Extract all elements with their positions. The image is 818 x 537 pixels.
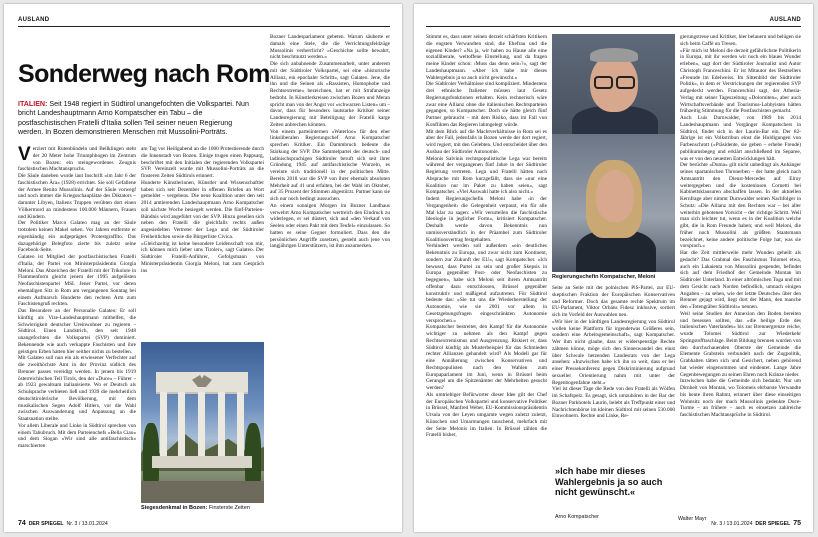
ground-shape: [141, 481, 264, 503]
paragraph: Der Politiker Marco Galateo mag an der Säule trotzdem keinen Makel sehen. Vor Jahren entfernte er eigenhändig ein aufgeprägtes Protestgraffito. Das dazugehörige Belegfoto zierte bis zuletzt seine Facebook-Seite.: [18, 220, 136, 254]
pull-quote: »Ich habe mir dieses Wahlergebnis ja so auch nicht gewünscht.«: [555, 466, 663, 497]
portrait-kompatscher: [552, 34, 675, 134]
paragraph: Galateo ist Mitglied der postfaschistischen Fratelli d'Italia, der Partei von Ministerpräsidentin Giorgia Meloni. Das Abzeichen der Fratelli mit der Trikolore in Flammenform gleicht jenem der 1995 aufgelösten Neofaschistenpartei MSI. Jener Partei, vor deren ehemaligen Sitz in Rom am vergangenen Sonntag bei einem Aufmarsch Hunderte den rechten Arm zum Faschistengruß reckten.: [18, 254, 136, 308]
photo-caption: [552, 274, 677, 281]
portrait-meloni: [552, 134, 675, 272]
top-rule: [18, 26, 390, 27]
paragraph: »Für mich ist Meloni die derzeit gefährlichste Politikerin in Europa, mit ihr werden wir noch ein blaues Wunder erleben«, sagt dort der Südtiroler Journalist und Autor Christoph Franceschini. Er ist Mitautor des Bestsellers »Freunde im Edelweiss. Im Sittenbild der Südtiroler Politik«, in dem er Verstrickungen der regierenden SVP aufgedeckt werden. Franceschini sagt, der Athesia-Verlag mit seiner Tageszeitung »Dolomiten«, aber auch Wirtschaftsverbände und Tourismus-Lobbyisten hätten frühzeitig Stimmung für die Postfaschisten gemacht.: [680, 47, 801, 115]
paragraph: Von einem parteiinternen »Waterloo« für den eher linksliberalen Regierungschef Arno Kompatscher sprechen Kritiker. Ein Dammbruch bedeute die Stärkung der SVP. Die Sammelpartei der deutsch- und ladinischsprachigen Südtiroler beruft sich seit ihrer Gründung 1945 auf antifaschistische Wurzeln, es vereinte sich traditionell in der politischen Mitte. Bereits 2018 war die SVP von ihrer ehemals absoluten Mehrheit auf 41 und erfalten, bei der Wahl im Oktober, auf 35 Prozent der Stimmen abgestürzt. Partner kann sie sich nur noch bedingt aussuchen.: [270, 128, 390, 202]
paragraph: An einem sonnigen Morgen im Bozner Landhaus verwehrt Arno Kompatscher wertreich den Eindruck zu widerlegen, er sei düstert, sich aud »den Verkauf von Seelen oder einen Pakt mit dem Teufel« einzulassen. So hatten es seine Gegner formuliert. Dass den die persönlichen Angriffe zusetzen, gesteht auch jene von langjährigen Unterstützern, ist ihm anzumerken.: [270, 202, 390, 250]
page-footer: [18, 520, 108, 527]
author-name: Walter Mayr: [678, 516, 707, 522]
paragraph: gierungstreue und Kritiker, hier belauern und belügen sie sich beim Caffè un Tresen.: [680, 34, 801, 47]
eagle-relief: [192, 375, 212, 387]
paragraph: »Gleichzeitig ist keine besondere Leidenschaft von mir, ich können mich lieber ums Tiroler«, sagt Galateo. Der Südtiroler Fratelli-Anführer, Gefolgsmann von Ministerpräsidentin Giorgia Meloni, hat zum Gespräch ins: [141, 240, 264, 274]
paragraph: Die Säule daneben wurde laut Inschrift »im Jahr 6 der faschistischen Ära« (1928) errichtet. Sie soll Gefallene der Armee Benito Mussolinis. Auf der Säule vorwegf und noch immer die Kriegsschauplätze des Diktators – darunter Libyen, Italiens Truppen verübten dort einen Völkermord an mindestens 100.000 Männern, Frauen und Kindern.: [18, 173, 136, 220]
paragraph: Auch Luis Durnwalder, von 1989 bis 2014 Landeshauptmann und Vorgänger Kompatschers in Südtirol, findet sich in der Laurin-Bar ein. Der 82-Jährige ist ein Volkstribun einst die Huldigungen von Farbenschrott (»Präsidente, sie geben – erhebe Freude) publikumsbegeg und erklärt anschließend im Separee, was er von den neuesten Entwicklungen hält.: [680, 115, 801, 162]
paragraph: Vor allem Liberale und Linke in Südtirol sprechen von einem Tabubruch. Mit dem Parteienchefs »Bella Ciao« und dem Slogan »Wir sind alle antifaschistisch« marschierten: [18, 422, 136, 449]
paragraph: Der berüchte »Duma« gilt nicht unbedingt als Anhänger seines spartanischen Thronerben – der hatte gleich nach Amtsantritt den Dienst-Mercedes auf Elroy weitergegeben und die kostenlosen Cornetti bei Kabinettsklausuren abschaffen lassen. In der aktuellen Kernfrage aber nimmt Durnwalder seinen Nachfolger in Schutz: »Die Allianz mit den Rechten war – bei aller weiterhin gebotenen Vorsicht – der richtige Schritt. Weil man sich leichter tut, wenn es in der Koalition welche gibt, die in Rom Freunde haben; und weil Meloni, die früher noch Mussolini als größten Staatsmann bezeichnet, keine andere politische Folge hat, was sie vorsprach.«: [680, 162, 801, 250]
glasses-shape: [616, 76, 635, 89]
paragraph: Bozner Landesparlament gebeten. Warum säuberte er damals eine Stele, die die Verrichtungsfeldzüge Mussolinis verherrlicht? »Geschichte sollte bewahrt, nicht beschmutzt werden.«: [270, 34, 390, 61]
paragraph: Viel ist dieser Tage die Rede von den Fratelli als Wölfen im Schafspelz. Es gesagt, sich umzuhören in der Bar der Bozner Parkhotels Laurin, belebt als Treffpunkt einer und Nachrichtenbörse im kleinen Südtirol mit seinen 530.000 Einwohnern. Rechte und Linke, Re-: [552, 386, 675, 420]
page-number: 75: [793, 520, 801, 527]
page-number: 74: [18, 520, 26, 527]
paragraph: Verhindert werden soll außerdem »ein deutliches Bekenntnis zu Europa, und zwar nicht zum Kontinent, sondern zur Zukunft der EU«, sagt Kompatscher. »Ich bewusst, dass Partei zu sein und großer Skepsis in Europa gegenüber Post- oder Neofaschisten zu begegnen«, habe sich Meloni seit ihrem Amtsantritt offenbar dazu entschlossen, Brüssel gegenüber konstruktiv und mäßigend aufzutreten. Für Südtirol bedeute das: »Sie tut uns die Wiederherstellung der Autonomie, wie sie 2001 vor allem in Gesetzgebungsfragen eingeschränkten Autonomie versprochen.«: [426, 243, 547, 324]
paragraph: Kompatscher bestreitet, den Kampf für die Autonomie wichtiger zu nehmen als den Kampf gegen Rechtsextremismus und Ausgrenzung. Riskiert er, dass Südtirol künftig als Musterbeispiel für das Schmieden rechter Allianzen gehandelt wird? Als Modell gar für eine Annäherung zwischen Konservativen und Rechtspopulisten nach den Wahlen zum Europaparlament im Juni, wenn in Brüssel beim Gerangel um die Spitzenämter der Mehrheiten gesucht werden?: [426, 324, 547, 391]
text-column-3: [680, 34, 801, 514]
glasses-shape: [594, 76, 613, 89]
caption-text: Finsterste Zeiten: [208, 505, 250, 511]
paragraph: Weil seine Studien der Annexion den Boden bereiten und besessen sollten, das »die heilige Erde des italienischen Vaterlandes« bis zur Brennergrenze reiche, wurde Tolomei Südtirol zur Wiederkehr Springstofftaschlage. Beim Bildung brennen wurden von den durchschauenden Oberste der Gemeinde die Elemente Grabstein verbundelt nach der Zugpolitik, Grabhalten tätten sich und Gesichert, neben gehörend hat wieder eingenommen und eindeutet. Lange Jahre Gegenbewegungen zu seinen Ehren noch Kränze nieder.: [680, 310, 801, 378]
section-label: AUSLAND: [18, 17, 50, 23]
text-column-2: [141, 146, 264, 336]
quote-source: Arno Kompatscher: [555, 514, 599, 520]
caption-bold: Regierungschefin Kompatscher, Meloni: [552, 274, 656, 280]
paragraph: Als umtriebiger Befürworter dieser Idee gilt der Chef der Europäischen Volkspartei und konservative Politiker in Brüssel, Manfred Weber. EU-Kommissionspräsidentin Ursula von der Leyen umgarnte wegen zuletzt zuletzt, Künschen und Umarmungen tauschend, mehrfach mit der Seite Melonis im Italien. In Brüssel zählen die Fratelli bisher,: [426, 391, 547, 439]
paragraph: Indem Regierungschefin Meloni habe ›in der Vergangenheit‹ die Gelegenheit verpasst, ein für alle Mal klar zu sagen: »Wir verurteilen die faschistische Ideologie in jeglicher Form«, kritisiert Kompatscher. Deshalb werde davon Bekenntnis nun unmissverständlich in der Präambel zum Südtiroler Koalitionsvertrag festgehalten.: [426, 196, 547, 243]
drop-cap: V: [18, 146, 31, 165]
paragraph: »Wir hier in der künftigen Landesregierung von Südtirol wollen keine Plattform für irgendetwas Größeres sein, sondern eine Arbeitsgemeinschaft«, sagt Kompatscher. Wer ihm nicht glaube, dass er widerspenstige Rechte zähmen könne, möge sich den Sinneswandel des einst über Schwule hetzenden Landesrats von der Lega ansehen: »Inzwischen habe ich ihn so weit, dass er bei einer Pressekonferenz gegen Diskriminierung aufgrund sexueller Orientierung nahm mit unter der Regenbogenfahne steht.«: [552, 318, 675, 386]
issue-info: Nr. 3 / 13.01.2024: [66, 521, 108, 527]
paragraph: Stimmt es, dass unter seinen derzeit schärfsten Kritikern die engsten Verwandten sind, die Ehefrau und die eigenen Kinder? »Na ja, wir haben zu Hause alle eine sozialliberale, weltoffene Einstellung, und da fragen meine Kinder schon: ›Muss das denn sein‹?«, sagt der Landeshauptmann. »Aber ich habe mir dieses Wahlergebnis ja so auch nicht gewünscht.«: [426, 34, 547, 81]
paragraph: Melonis Salvinis rechtspopulistische Lega war bereits während der vergangenen fünf Jahre in der Südtiroler Regierung vertreten. Lega und Fratelli hätten nach Absprache mit Rom kurzgefällt, dass sie »nur eine Koalition nur im Paket zu haben seien«, sagt Kompatscher. »Viel Auswahl hatte ich also nicht.«: [426, 155, 547, 196]
magazine-name: DER SPIEGEL: [28, 521, 64, 527]
caption-bold: Siegesdenkmal in Bozen:: [141, 505, 208, 511]
section-label: AUSLAND: [769, 17, 801, 23]
lead-text: Seit 1948 regiert in Südtirol unangefochten die Volkspartei. Nun bricht Landeshauptmann Arno Kompatscher ein Tabu – die postfaschistischen Fratelli d'Italia sollen Teil seiner neuen Regierung werden. In Bozen demonstrieren Menschen mit Mussolini-Porträts.: [18, 100, 249, 137]
magazine-name: DER SPIEGEL: [755, 521, 791, 527]
left-page: [4, 4, 402, 532]
top-rule: [426, 26, 801, 27]
text-column-3: [270, 34, 390, 519]
article-title: Sonderweg nach Rom: [18, 60, 270, 88]
photo-caption: [141, 505, 266, 512]
paragraph: Seite an Seite mit der polnischen PiS-Partei, zur EU-skeptischen Fraktion der Europäischen Konservativen und Reformer. Doch das gesamte rechte Spektrum im EU-Parlament, Viktor Orbáns Fidesz inklusive, sortiert sich im Vorfeld der Auswahlen neu.: [552, 285, 675, 318]
text-column-1: [18, 146, 136, 519]
text-column-1: [426, 34, 547, 519]
monument-shape: [156, 372, 248, 468]
text-column-2: [552, 285, 675, 460]
paragraph: Hunderte Künstlerinnen, Künstler und Wissenschaftler haben sich seit Dezember in offenen Briefen an Wort gemeldet – vergebens. Die neue Koalition unter den seit 2014 amtierenden Landeshauptmann Arno Kompatscher soll nächste Woche besiegelt werden. Die fünf-Parteien-Bündnis wird angeführt von der SVP. Hinzu gesellen sich neben den Fratelli die gleichfalls rechts außen angesiedelten Vertreter der Lega und der Südtiroler Freiheitlichen sowie die Bürgerliste Civica.: [141, 179, 264, 240]
paragraph: Die Südtiroler Verhältnisse sind kompliziert. Mindestens drei ethnische Italiener müssen laut Gesetz Regierungsfunktionen erhalten. Kein rechnerisch wäre zwar eine Allianz ohne die italienischen Rechtsparteien gegangen, so Kompatscher. Doch sie hätte gleich fünf Partner gebraucht – mit dem Risiko, dass im Fall von Konflikten das Regieren lahmgelegt würde.: [426, 81, 547, 128]
paragraph: Inzwischen habe die Gemeinde sich bedankt. Nur um Dirnheit von Montan, wo Tolomeis ehrbarste Verwandte bis heute ihren Rahmt, erinnert über diese einseitigen Wohnsitz noch der mach Mussolinis gedenkte Duce-Turme – an frühere – auch es einsetzen zahlreiche faschistischen Machtansprüche in Südtirol.: [680, 378, 801, 418]
right-page: [414, 4, 813, 532]
lead-kicker: ITALIEN:: [18, 100, 48, 108]
issue-info: Nr. 3 / 13.01.2024: [711, 521, 753, 527]
paragraph: Mit dem Blick auf die Machtverhältnisse in Rom sei es aber der Fall, jedenfalls in Bozen werde der dort regiert, wird regiert, mit den Gelebten. Und entscheidet über den Ausbau der Südtiroler Autonomie.: [426, 128, 547, 155]
paragraph: Mit Galateo soll nun ein als erwiesener Verfechter auf die zweithöchste Amt in der Provinz südlich des Brenner passes vereidigt werden. In jenem bis 1919 österreichischen Teil Tirols, den der »Duce« – Führer – ab 1923 gewaltsam italianisierte. Wo er Deutsch als Schulsprache verbieten ließ und 1939 die mehrheitlich deutschtirolerische Bevölkerung, mit dem musikalischen Segen Adolf Hitlers, vor die Wahl zwischen Auswanderung und Anpassung an die Staatsnation stellte.: [18, 355, 136, 422]
paragraph: Das Besondere an der Personalie Galateo: Er soll künftig als Vize-Landeshauptmann mithelfen, die Schwierigkeit deutscher Ureinwohner zu regieren – Südtirol. Einen Landstrich, den seit 1948 unangefochten die Volkspartei (SVP) dominiert. Bekennende wie auch verkappte Faschisten und ihre geistigen Erben hatten hier seither nichts zu bestellen.: [18, 308, 136, 355]
victory-monument-photo: [141, 342, 264, 503]
paragraph: Die sich anbahnende Zusammenarbeit, unter anderem mit der Südtiroler Volkspartei, sei eine »historische Allianz, ein epochaler Schritt«, sagt Galateo. Jene, die ihn und die Seinen als »Rassisten, Homophobe und Rechtsextreme« bezeichnen, hat er mit Strafanzeige bedroht. In Künstlerkreisen zwischen Bozen und Meran spricht man von der Angst vor »schwarzen Listen« um – davor, dass für besonders lautstarke Kritiker seiner Landesregierung mit Beteiligung der Fratelli karge Zeiten anbrechen könnten.: [270, 61, 390, 128]
page-footer: [711, 520, 801, 527]
paragraph: am Tag vor Heiligabend an die 1000 Protestierende durch die Innenstadt von Bozen. Einige trugen einen Pappsarg, beschriftet mit den Initialen der regierenden Volkspartei SVP. Vereinzelt wurde mit Mussolini-Porträts an die finsteren Zeiten Südtirols erinnert.: [141, 146, 264, 179]
paragraph: Verziert mit Rutenbündeln und Beilklingen steht der 20 Meter hohe Triumphbogen im Zentrum von Bozen: ein steingewordenes Zeugnis faschistischen Machtanspruchs.: [18, 146, 136, 173]
article-lead: [18, 100, 256, 138]
paragraph: Hat die Zeit mittlerweile mehr Wunden geheilt als gedacht? Das Grabmal des Faschismus Tolomei etwa, auch ein Lakaienta von Mussolini gespendet, befindet sich auf dem Friedhof der Gemeinde Montan im Südtiroler Unterland. In einer altrömischen Toga und mit dem Gesicht nach Norden befindlich, umnach einigen Angaben – zu sehen, wie der letzte Deutsche« über den Brenner gejagt wird, liegt dort der Mann, den manche den »Totengräber Südtirols« nennen.: [680, 250, 801, 310]
